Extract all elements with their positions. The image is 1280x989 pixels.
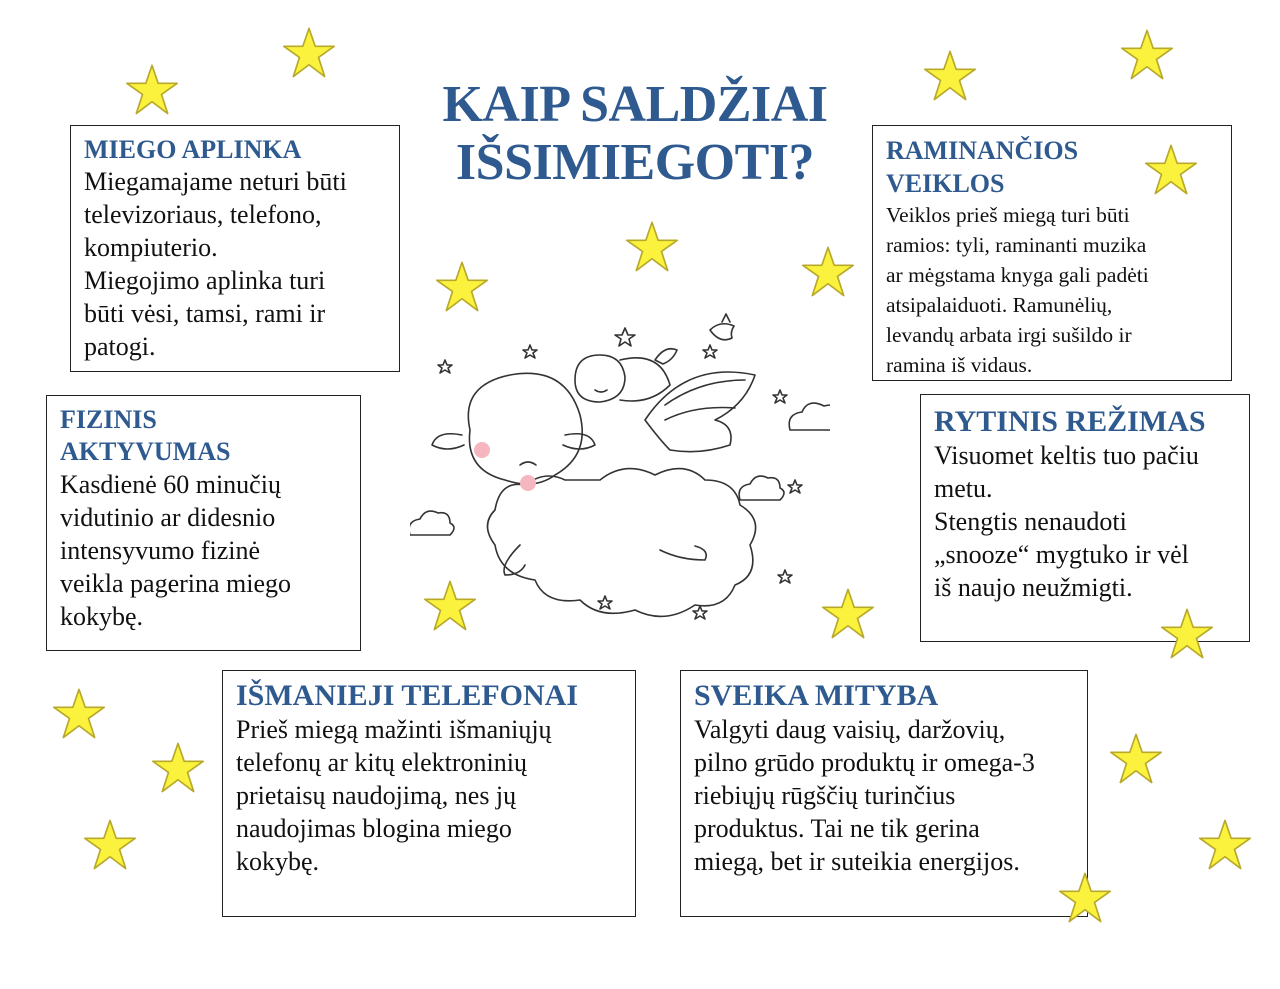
section-sveika-mityba: [680, 670, 1088, 917]
star-icon: [1057, 870, 1113, 926]
text-line: kokybę.: [236, 847, 320, 876]
text-line: veikla pagerina miego: [60, 569, 292, 598]
heading-line: FIZINIS: [60, 405, 157, 434]
text-line: kokybę.: [60, 602, 144, 631]
text-line: ramina iš vidaus.: [886, 353, 1033, 377]
text-line: intensyvumo fizinė: [60, 536, 261, 565]
section-ismanieji-telefonai: [222, 670, 636, 917]
text-line: Visuomet keltis tuo pačiu: [934, 441, 1199, 470]
star-icon: [1119, 27, 1175, 83]
star-icon: [434, 259, 490, 315]
section-text: [934, 439, 1237, 604]
section-heading: RYTINIS REŽIMAS: [934, 405, 1206, 438]
text-line: levandų arbata irgi sušildo ir: [886, 323, 1132, 347]
text-line: patogi.: [84, 331, 156, 361]
sleeping-sheep-illustration: [410, 300, 830, 620]
star-icon: [820, 586, 876, 642]
star-icon: [422, 578, 478, 634]
section-heading: [60, 404, 348, 468]
section-text: [236, 713, 623, 878]
text-line: ar mėgstama knyga gali padėti: [886, 263, 1149, 287]
text-line: Kasdienė 60 minučių: [60, 470, 281, 499]
text-line: telefonų ar kitų elektroninių: [236, 748, 527, 777]
star-icon: [1197, 817, 1253, 873]
text-line: prietaisų naudojimą, nes jų: [236, 781, 517, 810]
star-icon: [124, 62, 180, 118]
section-text: [60, 468, 348, 633]
title-line-1: KAIP SALDŽIAI: [442, 76, 828, 133]
text-line: Veiklos prieš miegą turi būti: [886, 203, 1130, 227]
section-heading: IŠMANIEJI TELEFONAI: [236, 679, 579, 712]
section-rytinis-rezimas: [920, 394, 1250, 642]
text-line: televizoriaus, telefono,: [84, 199, 322, 229]
section-text: [886, 200, 1219, 380]
heading-line: AKTYVUMAS: [60, 437, 231, 466]
star-icon: [82, 817, 138, 873]
star-icon: [1143, 142, 1199, 198]
text-line: metu.: [934, 474, 993, 503]
section-text: [84, 165, 387, 363]
text-line: Miegamajame neturi būti: [84, 166, 347, 196]
star-icon: [281, 25, 337, 81]
heading-line: RAMINANČIOS: [886, 136, 1079, 165]
star-icon: [51, 686, 107, 742]
text-line: Prieš miegą mažinti išmaniųjų: [236, 715, 552, 744]
section-text: [694, 713, 1075, 878]
text-line: pilno grūdo produktų ir omega-3: [694, 748, 1035, 777]
text-line: ramios: tyli, raminanti muzika: [886, 233, 1147, 257]
section-miego-aplinka: [70, 125, 400, 372]
text-line: miegą, bet ir suteikia energijos.: [694, 847, 1020, 876]
text-line: kompiuterio.: [84, 232, 218, 262]
section-fizinis-aktyvumas: [46, 395, 361, 651]
section-heading: MIEGO APLINKA: [84, 135, 302, 164]
text-line: riebiųjų rūgščių turinčius: [694, 781, 956, 810]
title-line-2: IŠSIMIEGOTI?: [455, 134, 815, 191]
text-line: Stengtis nenaudoti: [934, 507, 1127, 536]
star-icon: [922, 48, 978, 104]
section-heading: SVEIKA MITYBA: [694, 679, 939, 712]
text-line: iš naujo neužmigti.: [934, 573, 1133, 602]
star-icon: [1108, 731, 1164, 787]
star-icon: [624, 219, 680, 275]
text-line: vidutinio ar didesnio: [60, 503, 276, 532]
star-icon: [150, 740, 206, 796]
text-line: naudojimas blogina miego: [236, 814, 512, 843]
text-line: Miegojimo aplinka turi: [84, 265, 326, 295]
heading-line: VEIKLOS: [886, 169, 1005, 198]
text-line: Valgyti daug vaisių, daržovių,: [694, 715, 1006, 744]
page-title: [395, 76, 875, 192]
star-icon: [800, 244, 856, 300]
text-line: „snooze“ mygtuko ir vėl: [934, 540, 1189, 569]
text-line: atsipalaiduoti. Ramunėlių,: [886, 293, 1113, 317]
star-icon: [1159, 606, 1215, 662]
text-line: būti vėsi, tamsi, rami ir: [84, 298, 326, 328]
text-line: produktus. Tai ne tik gerina: [694, 814, 980, 843]
